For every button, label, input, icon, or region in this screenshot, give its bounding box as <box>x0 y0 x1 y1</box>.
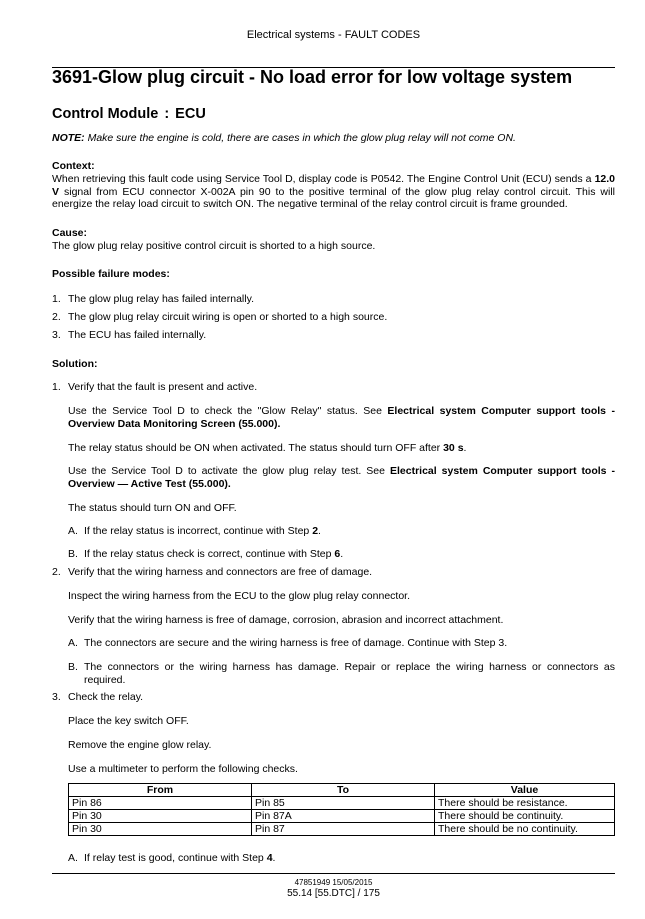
step1-reference-link[interactable]: Electrical system Computer support tools - Overview — Active Test (55.000). <box>68 465 615 490</box>
table-cell: Pin 85 <box>252 797 435 810</box>
table-cell: There should be continuity. <box>435 810 615 823</box>
footer-doc-id: 47851949 15/05/2015 <box>294 878 373 887</box>
table-cell: Pin 87 <box>252 823 435 836</box>
page-title: 3691-Glow plug circuit - No load error for low voltage system <box>52 67 573 87</box>
relay-check-table <box>68 783 615 836</box>
control-module-label: Control Module <box>52 106 159 122</box>
cause-heading: Cause: <box>52 227 88 239</box>
table-header-row <box>69 784 615 797</box>
step2-paragraph: Inspect the wiring harness from the ECU to the glow plug relay connector. <box>68 590 411 602</box>
step1-paragraph: Use the Service Tool D to check the "Glow Relay" status. See Electrical system Computer support tools - Overview Data Monitoring Screen (55.000). <box>68 405 615 430</box>
step1-paragraph: The status should turn ON and OFF. <box>68 502 237 514</box>
table-cell: Pin 30 <box>69 810 252 823</box>
note-text: Make sure the engine is cold, there are cases in which the glow plug relay will not come ON. <box>87 132 516 144</box>
control-module <box>52 108 206 121</box>
table-header: Value <box>435 784 615 797</box>
control-module-sep: : <box>164 106 170 122</box>
step1-reference-link[interactable]: Electrical system Computer support tools - Overview Data Monitoring Screen (55.000). <box>68 405 615 430</box>
footer-page-number: 55.14 [55.DTC] / 175 <box>287 888 380 899</box>
table-cell: There should be resistance. <box>435 797 615 810</box>
note-label: NOTE: <box>52 132 85 144</box>
context-heading: Context: <box>52 160 95 172</box>
table-header: To <box>252 784 435 797</box>
table-row <box>69 797 615 810</box>
step3-paragraph: Remove the engine glow relay. <box>68 739 212 751</box>
table-cell: Pin 30 <box>69 823 252 836</box>
cause-text: The glow plug relay positive control circuit is shorted to a high source. <box>52 240 376 252</box>
table-cell: Pin 86 <box>69 797 252 810</box>
step1-paragraph: Use the Service Tool D to activate the glow plug relay test. See Electrical system Computer support tools - Overview — Active Test (55.000). <box>68 465 615 490</box>
table-cell: There should be no continuity. <box>435 823 615 836</box>
context-voltage: 12.0 V <box>52 173 615 198</box>
note <box>52 132 615 145</box>
step1-paragraph: The relay status should be ON when activated. The status should turn OFF after 30 s. <box>68 442 467 454</box>
context-text: When retrieving this fault code using Service Tool D, display code is P0542. The Engine Control Unit (ECU) sends a 12.0 V signal from ECU connector X-002A pin 90 to the positive terminal of the glow plug relay control circuit. This will energize the relay load circuit to switch ON. The negative terminal of the relay control circuit is frame grounded. <box>52 173 615 210</box>
step3-paragraph: Use a multimeter to perform the following checks. <box>68 763 298 775</box>
step3-paragraph: Place the key switch OFF. <box>68 715 189 727</box>
table-cell: Pin 87A <box>252 810 435 823</box>
control-module-value: ECU <box>175 106 206 122</box>
footer-rule <box>52 873 615 874</box>
failure-modes-heading: Possible failure modes: <box>52 268 170 280</box>
table-row <box>69 823 615 836</box>
solution-heading: Solution: <box>52 358 98 370</box>
table-row <box>69 810 615 823</box>
running-header: Electrical systems - FAULT CODES <box>246 29 421 41</box>
step2-paragraph: Verify that the wiring harness is free of damage, corrosion, abrasion and incorrect attachment. <box>68 614 504 626</box>
table-header: From <box>69 784 252 797</box>
